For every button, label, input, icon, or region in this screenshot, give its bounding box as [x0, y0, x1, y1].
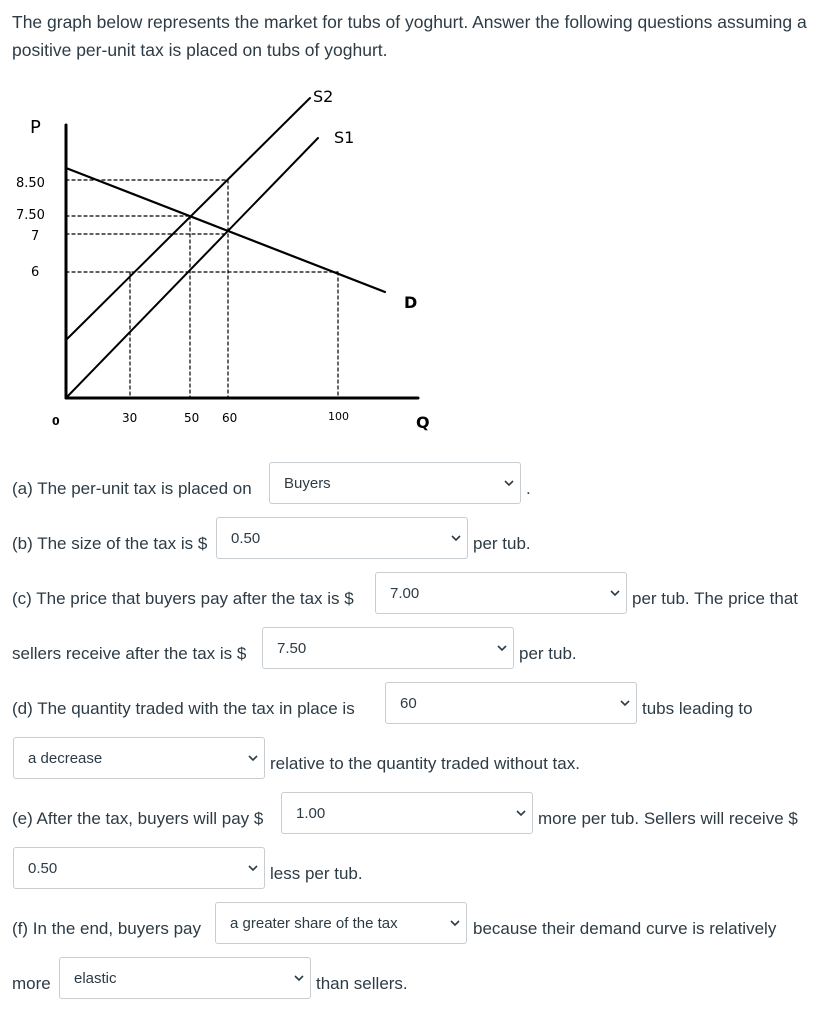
supply-curve-s1 [66, 138, 318, 398]
supply-demand-graph [0, 70, 480, 440]
chevron-down-icon [504, 478, 514, 488]
question-b-text: (b) The size of the tax is $ [12, 534, 208, 553]
x-axis-label: Q [416, 413, 430, 432]
question-d-text: (d) The quantity traded with the tax in place is [12, 699, 355, 718]
question-e-seller-dropdown[interactable] [13, 847, 265, 889]
x-tick-label: 0 [52, 415, 60, 428]
question-f-text: (f) In the end, buyers pay [12, 919, 201, 938]
question-c-suffix: per tub. The price that [632, 589, 799, 608]
question-a-selected: Buyers [284, 475, 331, 492]
question-a-text: (a) The per-unit tax is placed on [12, 479, 252, 498]
x-tick-label: 100 [328, 410, 349, 423]
chevron-down-icon [620, 698, 630, 708]
question-b-suffix: per tub. [473, 534, 531, 553]
question-e-suffix: more per tub. Sellers will receive $ [538, 809, 798, 828]
y-tick-label: 8.50 [16, 176, 45, 191]
question-f-elasticity-selected: elastic [74, 970, 117, 987]
demand-curve [66, 168, 385, 292]
chevron-down-icon [451, 533, 461, 543]
question-e-suffix-2: less per tub. [270, 864, 363, 883]
question-intro: The graph below represents the market for tubs of yoghurt. Answer the following questions assuming a positive per-unit tax is placed on tubs of yoghurt. [12, 12, 807, 60]
y-tick-label: 7 [31, 229, 40, 244]
x-tick-label: 50 [184, 411, 200, 425]
chevron-down-icon [497, 643, 507, 653]
chevron-down-icon [610, 588, 620, 598]
y-tick-label: 7.50 [16, 208, 45, 223]
chevron-down-icon [516, 808, 526, 818]
question-e-buyer-selected: 1.00 [296, 805, 326, 822]
question-c-seller-selected: 7.50 [277, 640, 307, 657]
question-c-buyer-selected: 7.00 [390, 585, 420, 602]
question-d-change-selected: a decrease [28, 750, 103, 767]
question-f-text-2: more [12, 974, 51, 993]
question-e-seller-selected: 0.50 [28, 860, 58, 877]
question-f-suffix-2: than sellers. [316, 974, 408, 993]
question-c-buyer-dropdown[interactable] [375, 572, 627, 614]
chevron-down-icon [248, 863, 258, 873]
question-f-elasticity-dropdown[interactable] [59, 957, 311, 999]
question-d-suffix-2: relative to the quantity traded without tax. [270, 754, 580, 773]
question-f-share-dropdown[interactable] [215, 902, 467, 944]
question-c-text: (c) The price that buyers pay after the tax is $ [12, 589, 354, 608]
question-e-text: (e) After the tax, buyers will pay $ [12, 809, 264, 828]
supply-s1-label: S1 [334, 128, 355, 147]
question-c-seller-dropdown[interactable] [262, 627, 514, 669]
chevron-down-icon [450, 918, 460, 928]
question-a-period: . [526, 479, 531, 498]
supply-s2-label: S2 [313, 87, 334, 106]
question-e-buyer-dropdown[interactable] [281, 792, 533, 834]
y-tick-label: 6 [31, 265, 40, 280]
question-a-dropdown[interactable] [269, 462, 521, 504]
question-c-suffix-2: per tub. [519, 644, 577, 663]
chevron-down-icon [248, 753, 258, 763]
demand-label: D [404, 293, 418, 312]
x-tick-label: 60 [222, 411, 238, 425]
question-f-suffix: because their demand curve is relatively [473, 919, 777, 938]
question-d-quantity-selected: 60 [400, 695, 417, 712]
y-axis-label: P [30, 117, 41, 138]
question-d-quantity-dropdown[interactable] [385, 682, 637, 724]
chevron-down-icon [294, 973, 304, 983]
supply-curve-s2 [66, 98, 310, 340]
question-d-change-dropdown[interactable] [13, 737, 265, 779]
question-b-selected: 0.50 [231, 530, 261, 547]
question-f-share-selected: a greater share of the tax [230, 915, 398, 932]
question-d-suffix: tubs leading to [642, 699, 753, 718]
x-tick-label: 30 [122, 411, 138, 425]
question-c-text-2: sellers receive after the tax is $ [12, 644, 247, 663]
question-b-dropdown[interactable] [216, 517, 468, 559]
